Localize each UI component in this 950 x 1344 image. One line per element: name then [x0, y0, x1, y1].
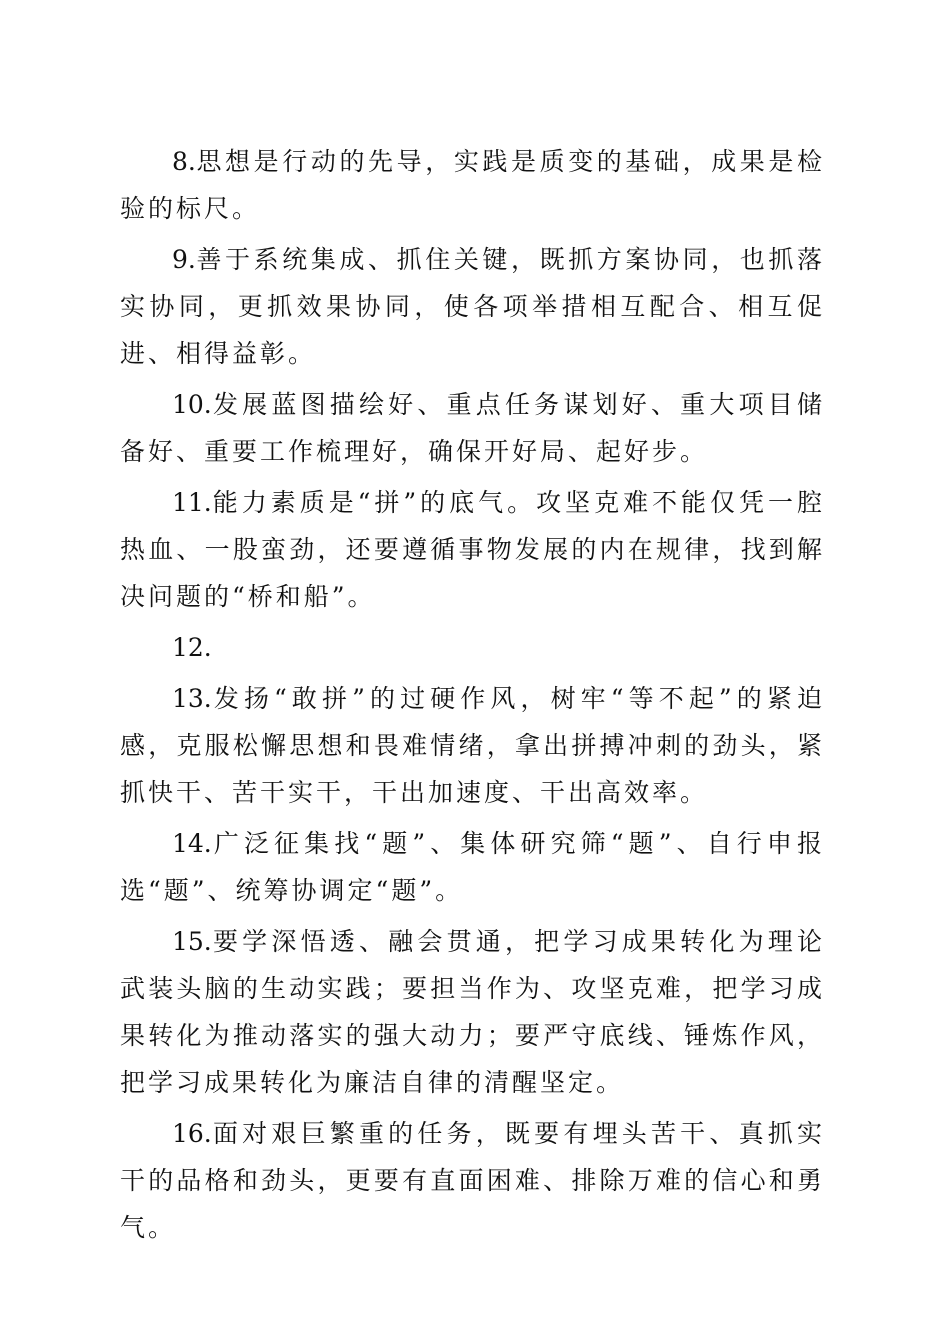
paragraph-text: 面对艰巨繁重的任务，既要有埋头苦干、真抓实干的品格和劲头，更要有直面困难、排除万难的信心和勇气。 — [120, 1119, 825, 1242]
paragraph-number: 11. — [172, 488, 212, 517]
paragraph-number: 8. — [172, 147, 196, 176]
paragraph-15 — [120, 918, 825, 1106]
paragraph-text: 发扬“敢拼”的过硬作风，树牢“等不起”的紧迫感，克服松懈思想和畏难情绪，拿出拼搏冲刺的劲头，紧抓快干、苦干实干，干出加速度、干出高效率。 — [120, 684, 825, 807]
paragraph-11 — [120, 479, 825, 620]
paragraph-text: 广泛征集找“题”、集体研究筛“题”、自行申报选“题”、统筹协调定“题”。 — [120, 829, 825, 905]
paragraph-number: 12. — [172, 633, 212, 662]
paragraph-number: 9. — [172, 245, 196, 274]
paragraph-12 — [120, 624, 825, 671]
paragraph-number: 15. — [172, 927, 212, 956]
paragraph-14 — [120, 820, 825, 914]
paragraph-10 — [120, 381, 825, 475]
paragraph-text: 要学深悟透、融会贯通，把学习成果转化为理论武装头脑的生动实践；要担当作为、攻坚克难，把学习成果转化为推动落实的强大动力；要严守底线、锤炼作风，把学习成果转化为廉洁自律的清醒坚定。 — [120, 927, 825, 1097]
paragraph-text: 思想是行动的先导，实践是质变的基础，成果是检验的标尺。 — [120, 147, 825, 223]
paragraph-number: 14. — [172, 829, 212, 858]
paragraph-8 — [120, 138, 825, 232]
paragraph-9 — [120, 236, 825, 377]
paragraph-text: 善于系统集成、抓住关键，既抓方案协同，也抓落实协同，更抓效果协同，使各项举措相互配合、相互促进、相得益彰。 — [120, 245, 825, 368]
paragraph-13 — [120, 675, 825, 816]
paragraph-number: 13. — [172, 684, 212, 713]
document-body — [120, 138, 825, 1255]
paragraph-number: 16. — [172, 1119, 212, 1148]
paragraph-text: 发展蓝图描绘好、重点任务谋划好、重大项目储备好、重要工作梳理好，确保开好局、起好步。 — [120, 390, 825, 466]
paragraph-text: 能力素质是“拼”的底气。攻坚克难不能仅凭一腔热血、一股蛮劲，还要遵循事物发展的内在规律，找到解决问题的“桥和船”。 — [120, 488, 825, 611]
paragraph-16 — [120, 1110, 825, 1251]
paragraph-number: 10. — [172, 390, 212, 419]
